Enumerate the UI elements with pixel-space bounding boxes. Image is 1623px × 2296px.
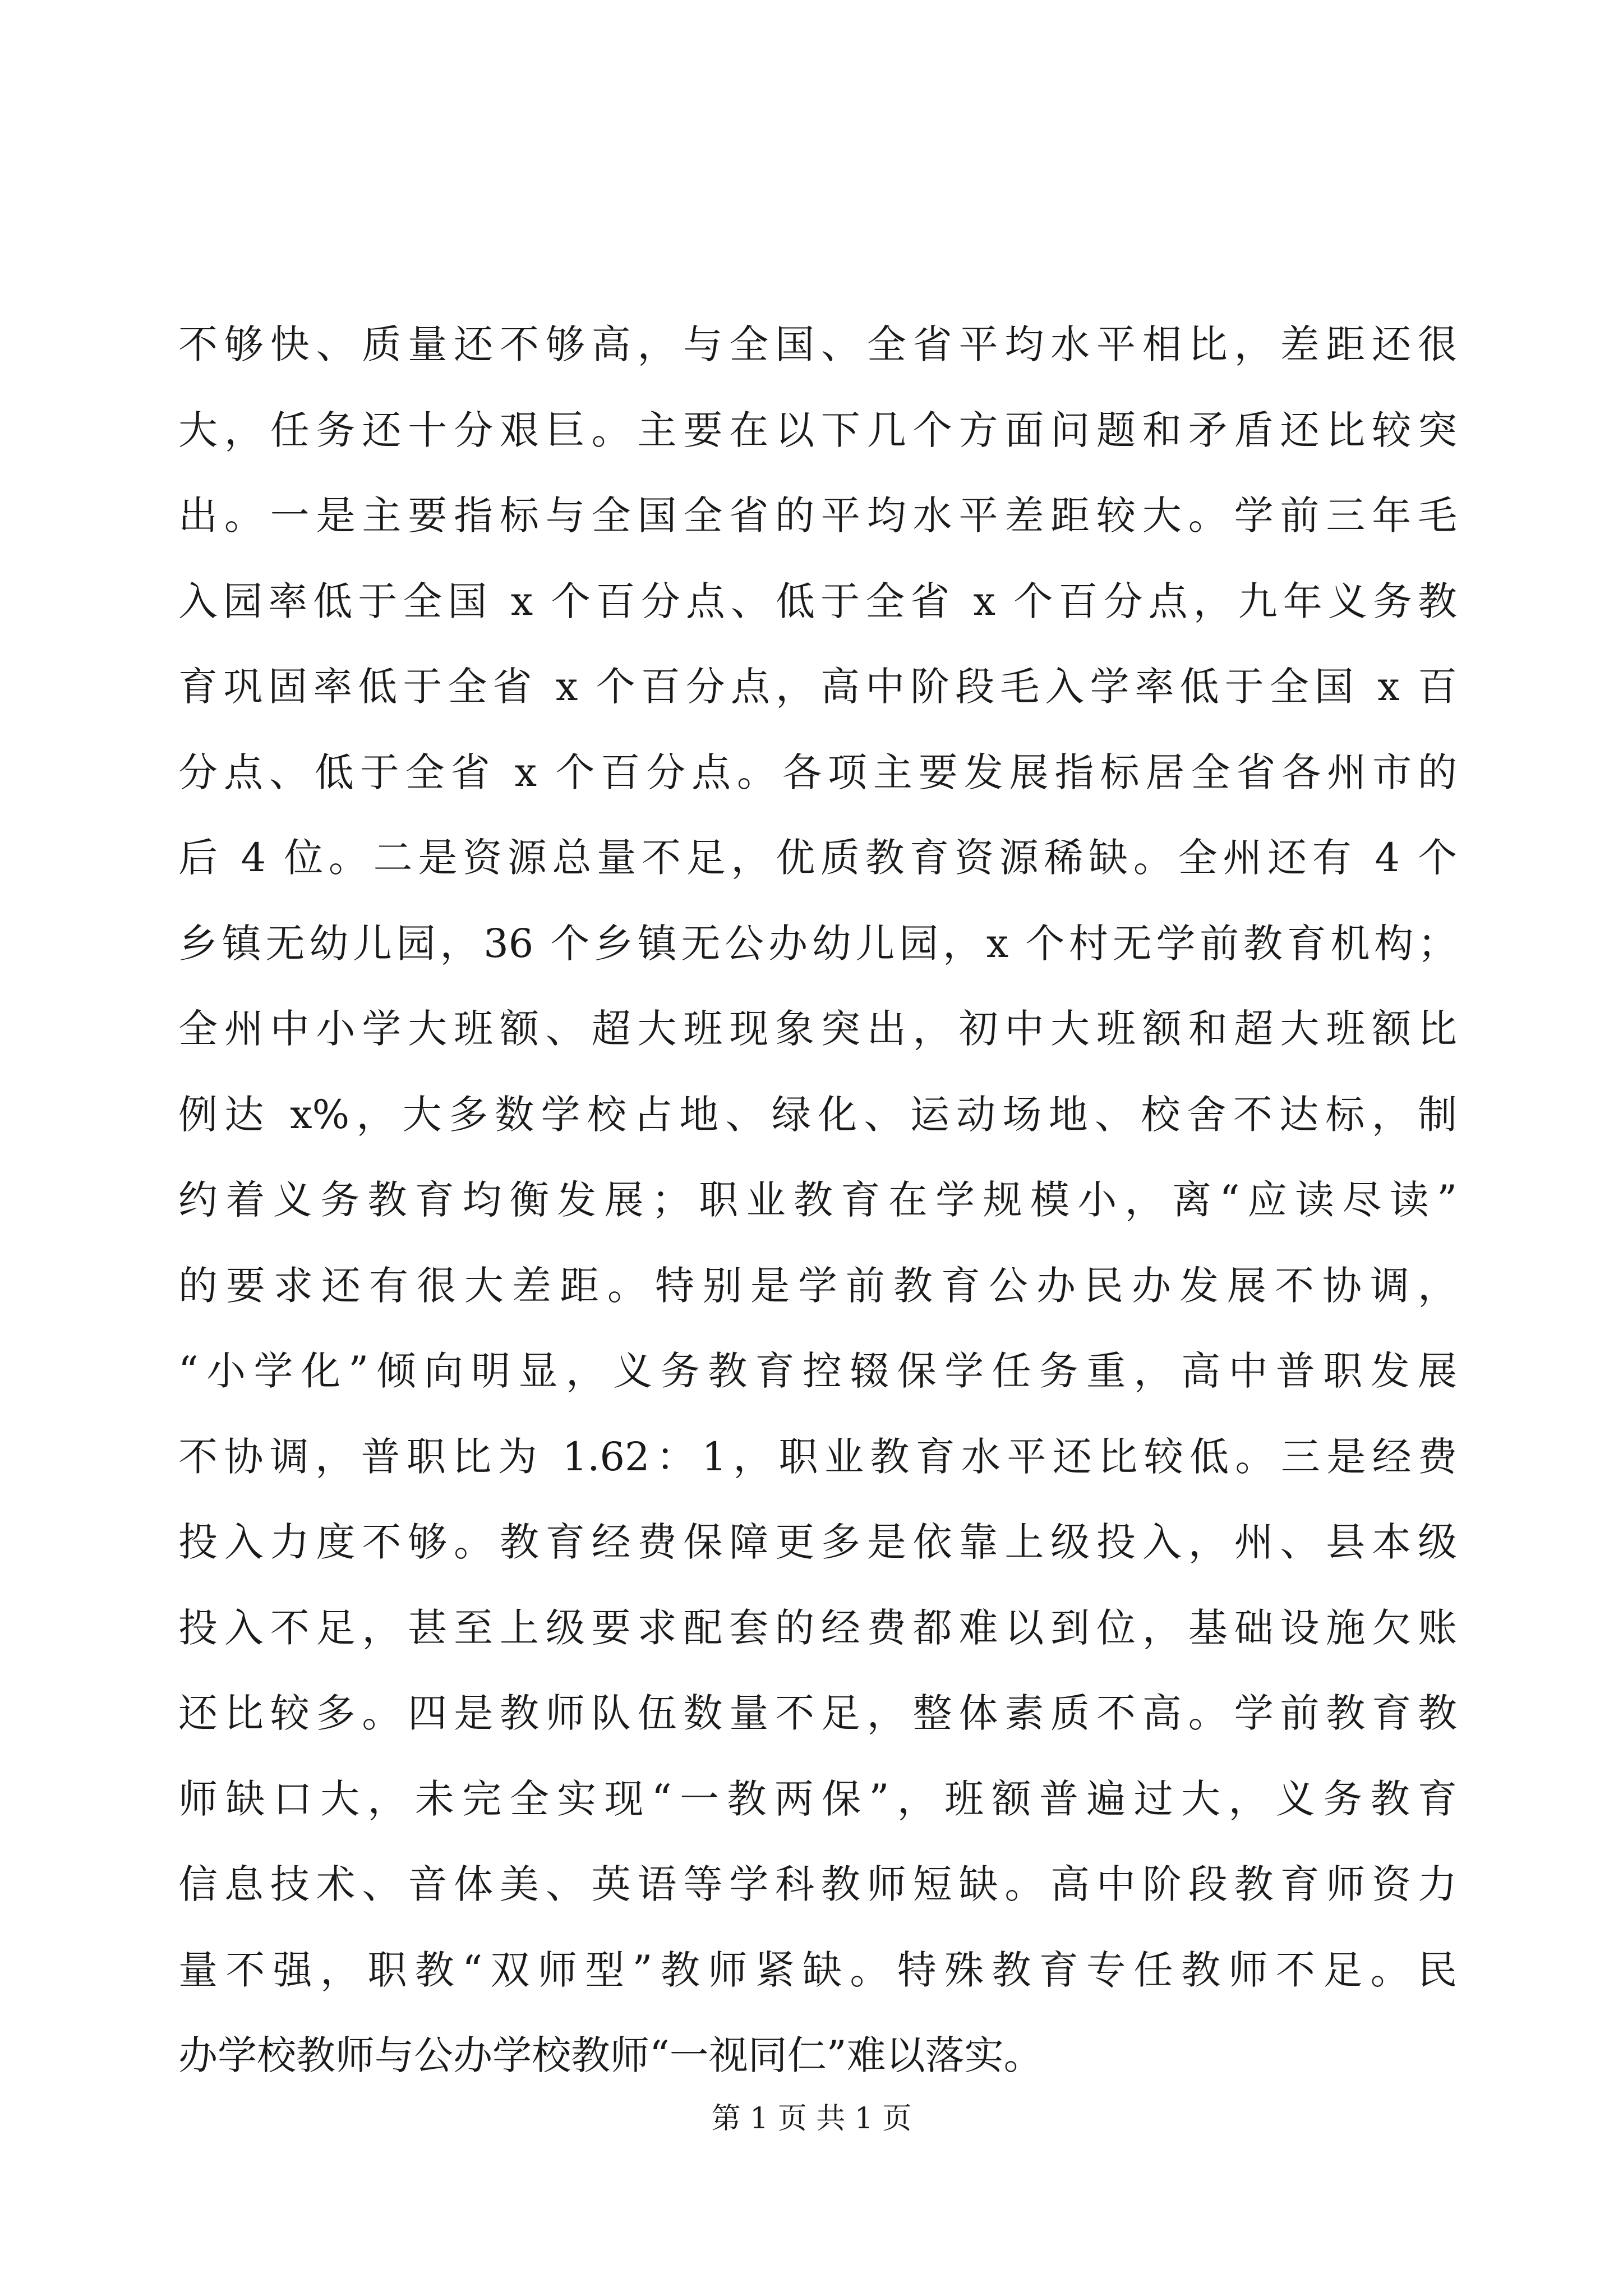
text-line: 约着义务教育均衡发展；职业教育在学规模小，离“应读尽读” [178, 1177, 1457, 1223]
text-line: 出。一是主要指标与全国全省的平均水平差距较大。学前三年毛 [178, 493, 1457, 539]
text-line: 不协调，普职比为 1.62：1，职业教育水平还比较低。三是经费 [178, 1433, 1457, 1480]
text-line: 乡镇无幼儿园，36 个乡镇无公办幼儿园，x 个村无学前教育机构； [178, 920, 1457, 967]
text-line: 例达 x%，大多数学校占地、绿化、运动场地、校舍不达标，制 [178, 1091, 1457, 1138]
text-line: 大，任务还十分艰巨。主要在以下几个方面问题和矛盾还比较突 [178, 407, 1457, 453]
text-line: 信息技术、音体美、英语等学科教师短缺。高中阶段教育师资力 [178, 1861, 1457, 1907]
text-line: 后 4 位。二是资源总量不足，优质教育资源稀缺。全州还有 4 个 [178, 835, 1457, 881]
text-line: 育巩固率低于全省 x 个百分点，高中阶段毛入学率低于全国 x 百 [178, 664, 1457, 710]
page-footer: 第 1 页 共 1 页 [711, 2102, 912, 2136]
text-line: 师缺口大，未完全实现“一教两保”，班额普遍过大，义务教育 [178, 1775, 1457, 1822]
text-line: 量不强，职教“双师型”教师紧缺。特殊教育专任教师不足。民 [178, 1947, 1457, 1993]
text-line: 还比较多。四是教师队伍数量不足，整体素质不高。学前教育教 [178, 1690, 1457, 1736]
text-line: 全州中小学大班额、超大班现象突出，初中大班额和超大班额比 [178, 1006, 1457, 1052]
text-line: 入园率低于全国 x 个百分点、低于全省 x 个百分点，九年义务教 [178, 578, 1457, 624]
text-line: 不够快、质量还不够高，与全国、全省平均水平相比，差距还很 [178, 321, 1457, 367]
text-line: 办学校教师与公办学校教师“一视同仁”难以落实。 [178, 2032, 1043, 2078]
text-line: 的要求还有很大差距。特别是学前教育公办民办发展不协调， [178, 1262, 1457, 1309]
body-paragraph [178, 302, 1457, 2099]
text-line: 投入力度不够。教育经费保障更多是依靠上级投入，州、县本级 [178, 1519, 1457, 1565]
text-line: “小学化”倾向明显，义务教育控辍保学任务重，高中普职发展 [178, 1348, 1457, 1394]
text-line: 投入不足，甚至上级要求配套的经费都难以到位，基础设施欠账 [178, 1604, 1457, 1651]
text-line: 分点、低于全省 x 个百分点。各项主要发展指标居全省各州市的 [178, 749, 1457, 795]
